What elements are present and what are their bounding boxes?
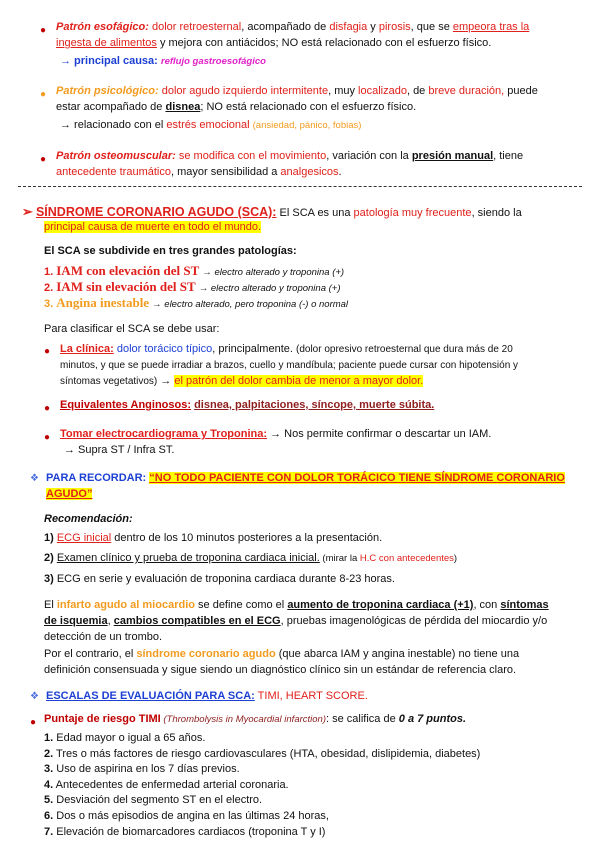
pattern-esofagico: Patrón esofágico: dolor retroesternal, acompañado de disfagia y pirosis, que se empeora tras la ingesta de alimentos y mejora con antiácidos; NO está relacionado con el esfuerzo físico. [56,21,530,49]
diamond-icon: ❖ [30,473,39,484]
pattern-psicologico: Patrón psicológico: dolor agudo izquierdo intermitente, muy localizado, de breve duración, puede estar acompañado de disnea; NO está relacionado con el esfuerzo físico. [56,85,538,113]
bullet-dot: ● [44,432,51,443]
recomendacion-title: Recomendación: [44,513,133,525]
sca-classify: Para clasificar el SCA se debe usar: [44,323,220,335]
reco-2: 2) Examen clínico y prueba de troponina cardiaca inicial. (mirar la H.C con antecedentes) [44,552,458,564]
escalas-heading: ESCALAS DE EVALUACIÓN PARA SCA: TIMI, HEART SCORE. [46,690,368,702]
infarto-paragraph: El infarto agudo al miocardio se define como el aumento de troponina cardiaca (+1), con síntomas de isquemia, cambios compatibles en el ECG, pruebas imagenológicas de pérdida del miocardio y/o detección de un trombo. [44,599,549,643]
sca-intro: ➢ SÍNDROME CORONARIO AGUDO (SCA): El SCA es una patología muy frecuente, siendo la [22,204,522,219]
contrario-paragraph: Por el contrario, el síndrome coronario agudo (que abarca IAM y angina inestable) no tiene una definición consensuada y sigue siendo un diagnóstico clínico sin un estándar de referencia claro. [44,648,520,676]
equivalentes-item: Equivalentes Anginosos: disnea, palpitaciones, síncope, muerte súbita. [60,399,435,411]
sca-item-3: 3. Angina inestable → electro alterado, pero troponina (-) o normal [44,295,349,310]
sca-item-2: 2. IAM sin elevación del ST → electro alterado y troponina (+) [44,279,341,294]
timi-heading: Puntaje de riesgo TIMI (Thrombolysis in Myocardial infarction): se califica de 0 a 7 puntos. [44,713,467,725]
section-divider [18,186,582,187]
reco-1: 1) ECG inicial dentro de los 10 minutos posteriores a la presentación. [44,532,383,544]
clinica-item: La clínica: dolor torácico típico, principalmente. (dolor opresivo retroesternal que dura más de 20 minutos, y que se puede irradiar a brazos, cuello y mandíbula; paciente puede cursar con hipotensión y síntomas vegetativos) → el patrón del dolor cambia de menor a mayor dolor. [60,343,519,387]
list-item: 5. Desviación del segmento ST en el electro. [44,794,263,807]
reco-3: 3) ECG en serie y evaluación de troponina cardiaca durante 8-23 horas. [44,573,395,585]
list-item: 4. Antecedentes de enfermedad arterial coronaria. [44,778,289,791]
bullet-dot: ● [44,403,51,414]
sca-intro-line2: principal causa de muerte en todo el mundo. [44,221,262,233]
bullet-dot: ● [40,154,47,165]
bullet-dot: ● [30,717,37,728]
bullet-dot: ● [44,346,51,357]
list-item: 6. Dos o más episodios de angina en las últimas 24 horas, [44,810,329,823]
ecg-item: Tomar electrocardiograma y Troponina: → Nos permite confirmar o descartar un IAM. → Supra ST / Infra ST. [60,428,492,456]
list-item: 7. Elevación de biomarcadores cardiacos (troponina T y I) [44,825,326,838]
timi-list [44,731,480,840]
list-item: 1. Edad mayor o igual a 65 años. [44,732,206,744]
bullet-dot: ● [40,89,47,100]
arrow-icon: ➢ [22,204,33,219]
diamond-icon: ❖ [30,691,39,702]
para-recordar: PARA RECORDAR: “NO TODO PACIENTE CON DOLOR TORÁCICO TIENE SÍNDROME CORONARIO AGUDO” [46,472,565,500]
list-item: 2. Tres o más factores de riesgo cardiovasculares (HTA, obesidad, dislipidemia, diabetes) [44,747,481,760]
pattern-osteomuscular: Patrón osteomuscular: se modifica con el movimiento, variación con la presión manual, tiene antecedente traumático, mayor sensibilidad a analgesicos. [56,150,524,178]
esofagico-cause: → principal causa: reflujo gastroesofágico [60,55,266,67]
psicologico-relation: → relacionado con el estrés emocional (ansiedad, pánico, fobias) [60,119,362,131]
sca-title: SÍNDROME CORONARIO AGUDO (SCA): [35,205,277,219]
sca-item-1: 1. IAM con elevación del ST → electro alterado y troponina (+) [44,263,345,278]
sca-subdivide: El SCA se subdivide en tres grandes patologías: [44,245,297,257]
list-item: 3. Uso de aspirina en los 7 días previos. [44,763,240,776]
bullet-dot: ● [40,25,47,36]
